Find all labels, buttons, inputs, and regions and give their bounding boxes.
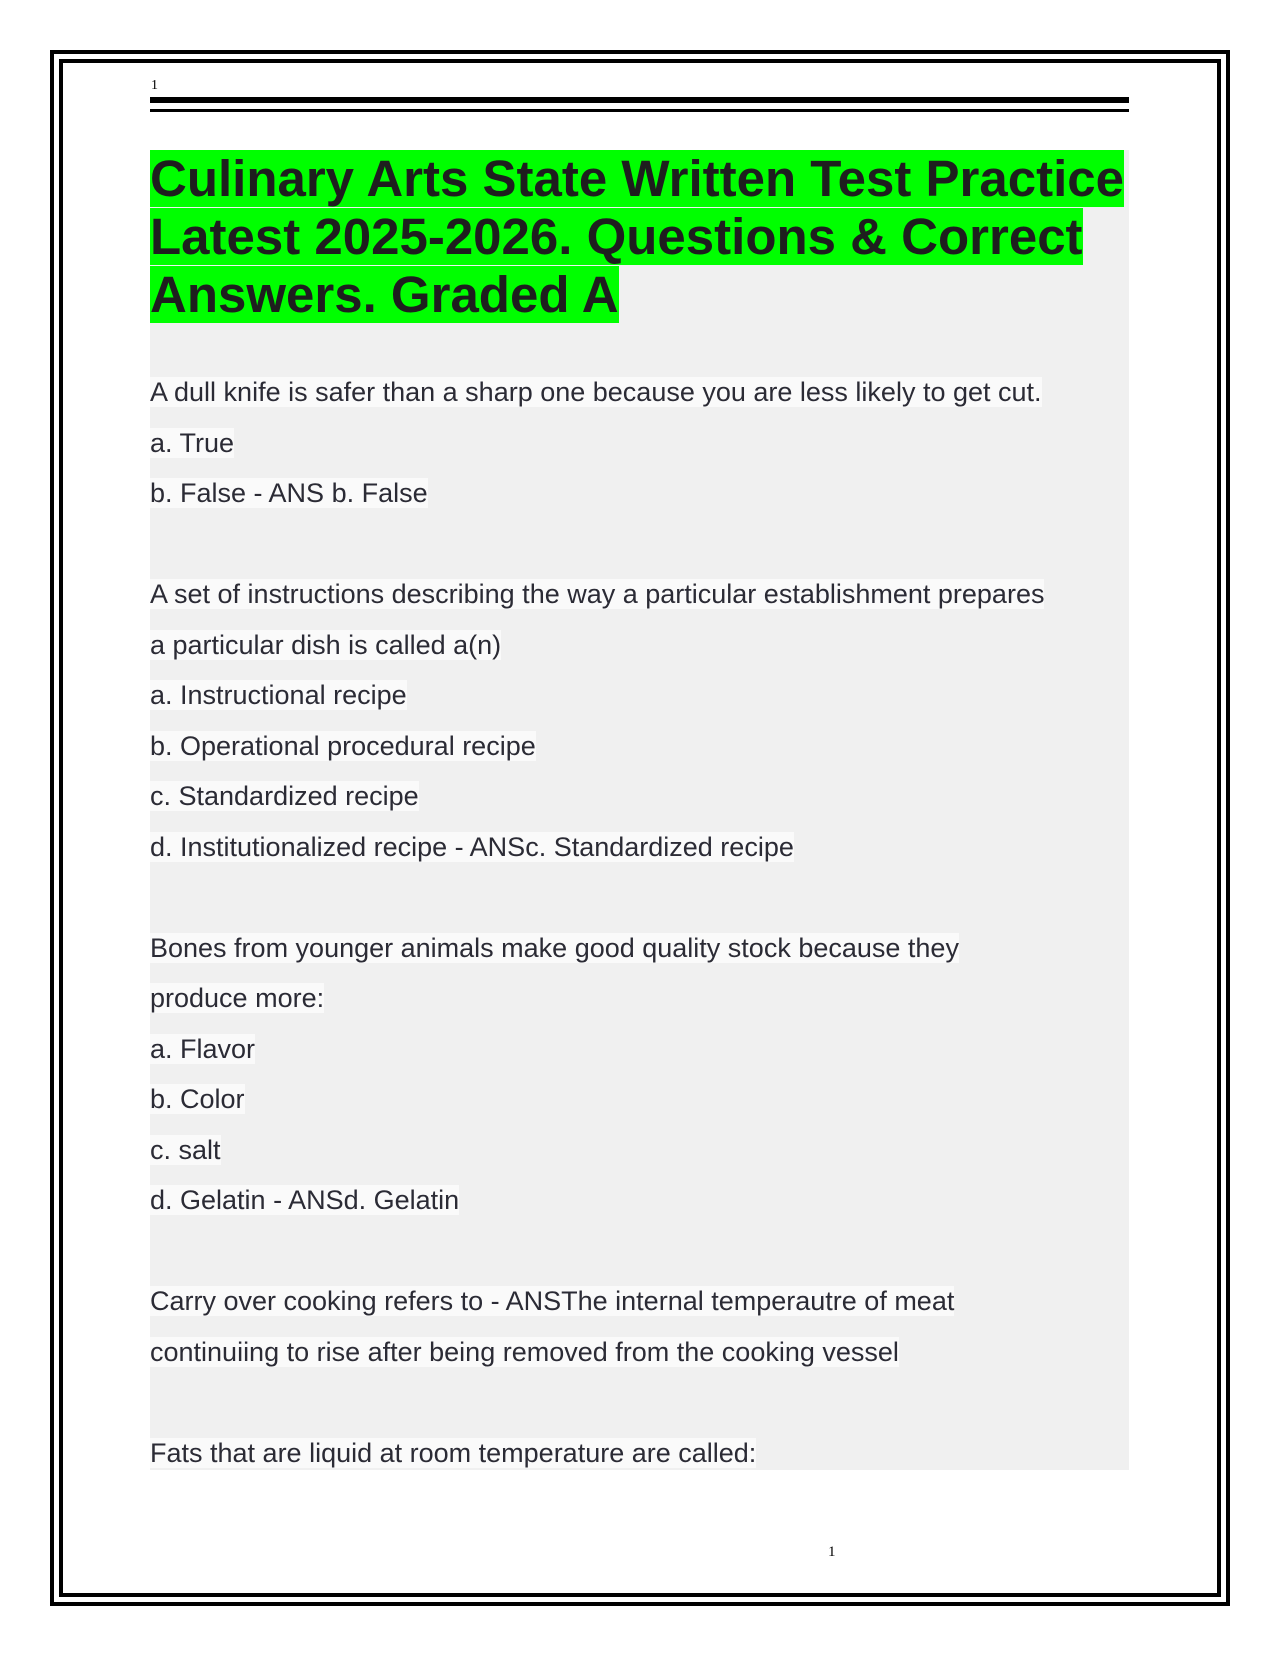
text-line-content: A dull knife is safer than a sharp one because you are less likely to get cut. [150,377,1042,407]
text-line-content: A set of instructions describing the way a particular establishment prepares [150,579,1045,609]
text-line [150,1125,1129,1176]
text-line-content: c. salt [150,1134,221,1165]
text-line [150,822,1129,873]
text-line-content: Fats that are liquid at room temperature are called: [150,1437,757,1468]
document-title [150,150,1129,324]
text-line-content: b. False - ANS b. False [150,478,428,508]
text-line-content: c. Standardized recipe [150,781,419,811]
text-line-content: d. Institutionalized recipe - ANSc. Standardized recipe [150,831,794,862]
text-line-content: continuiing to rise after being removed from the cooking vessel [150,1336,899,1367]
text-line-content: a. Flavor [150,1033,256,1064]
header-page-number: 1 [151,78,158,93]
blank-line [150,519,1129,570]
blank-line [150,1377,1129,1428]
text-line [150,418,1129,469]
text-line-content: a. Instructional recipe [150,680,407,710]
document-title-text: Culinary Arts State Written Test Practice Latest 2025-2026. Questions & Correct Answers. Graded A [150,150,1125,323]
text-line [150,1175,1129,1226]
footer-page-number: 1 [828,1544,836,1560]
text-line [150,620,1129,671]
text-line [150,367,1129,418]
text-line-content: produce more: [150,983,325,1013]
text-line [150,973,1129,1024]
question-list [150,367,1129,1478]
text-line-content: Bones from younger animals make good quality stock because they [150,932,959,963]
text-line [150,569,1129,620]
header-rule-thin [150,109,1129,112]
text-line [150,721,1129,772]
text-line [150,1327,1129,1378]
text-line [150,1428,1129,1479]
text-line [150,670,1129,721]
text-line [150,468,1129,519]
text-line [150,771,1129,822]
text-line-content: d. Gelatin - ANSd. Gelatin [150,1185,460,1215]
text-line-content: a. True [150,427,235,458]
text-line-content: Carry over cooking refers to - ANSThe internal temperautre of meat [150,1286,955,1316]
text-line [150,1276,1129,1327]
header-rule-thick [150,97,1129,103]
blank-line [150,872,1129,923]
text-line [150,1024,1129,1075]
blank-line [150,1226,1129,1277]
text-line [150,923,1129,974]
text-line-content: b. Color [150,1084,245,1114]
text-line [150,1074,1129,1125]
text-line-content: b. Operational procedural recipe [150,730,536,761]
text-line-content: a particular dish is called a(n) [150,629,502,660]
